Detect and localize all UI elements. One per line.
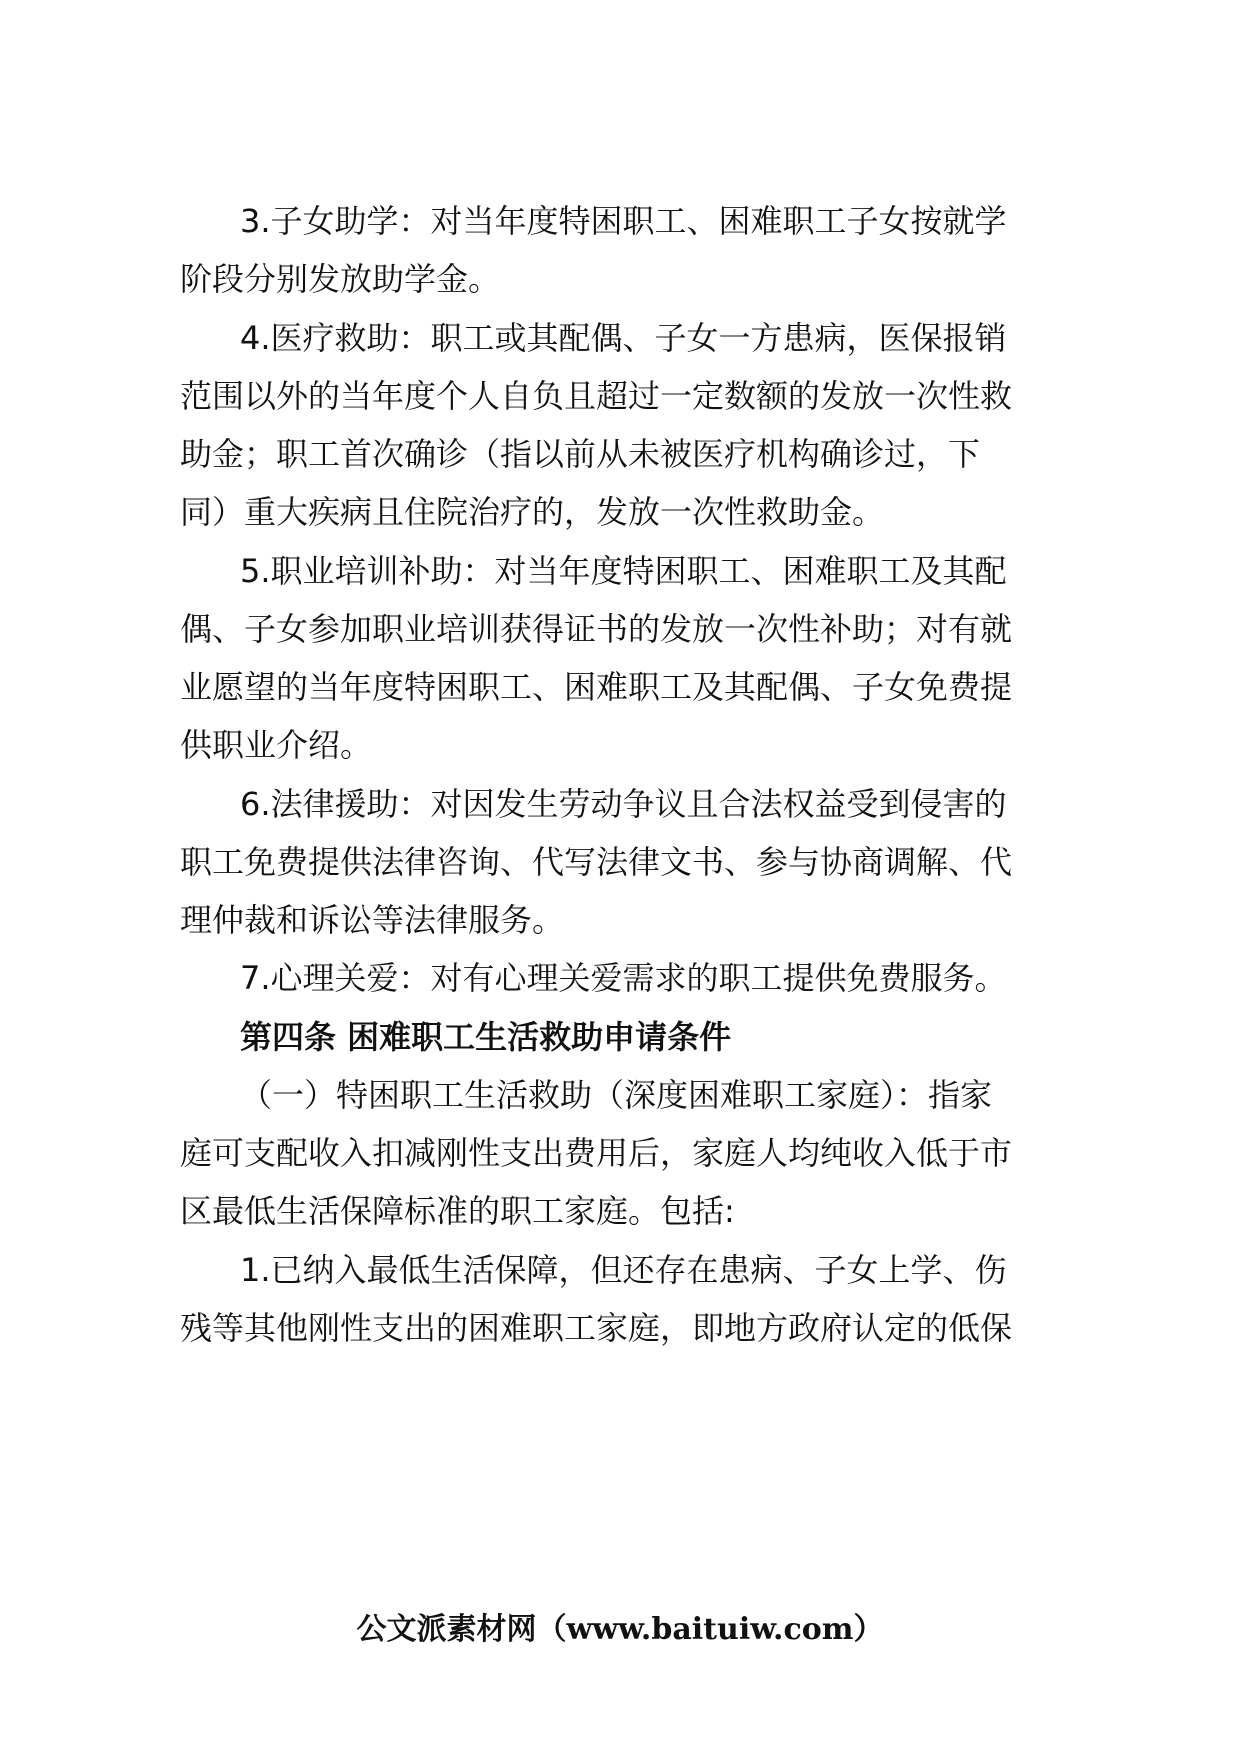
paragraph-line: （一）特困职工生活救助（深度困难职工家庭）：指家 bbox=[240, 1076, 993, 1114]
paragraph-line: 理仲裁和诉讼等法律服务。 bbox=[180, 901, 565, 939]
paragraph-line: 庭可支配收入扣减刚性支出费用后，家庭人均纯收入低于市 bbox=[180, 1134, 1013, 1172]
paragraph-line: 业愿望的当年度特困职工、困难职工及其配偶、子女免费提 bbox=[180, 668, 1013, 706]
paragraph-line: 同）重大疾病且住院治疗的，发放一次性救助金。 bbox=[180, 493, 885, 531]
paragraph-line: 职工免费提供法律咨询、代写法律文书、参与协商调解、代 bbox=[180, 843, 1013, 881]
paragraph-line: 3.子女助学：对当年度特困职工、困难职工子女按就学 bbox=[240, 202, 1007, 240]
paragraph-line: 7.心理关爱：对有心理关爱需求的职工提供免费服务。 bbox=[240, 959, 1007, 997]
paragraph-line: 1.已纳入最低生活保障，但还存在患病、子女上学、伤 bbox=[240, 1251, 1007, 1289]
paragraph-line: 阶段分别发放助学金。 bbox=[180, 260, 501, 298]
paragraph-line: 助金；职工首次确诊（指以前从未被医疗机构确诊过，下 bbox=[180, 435, 981, 473]
paragraph-line: 供职业介绍。 bbox=[180, 726, 373, 764]
paragraph-line: 4.医疗救助：职工或其配偶、子女一方患病，医保报销 bbox=[240, 319, 1007, 357]
paragraph-line: 范围以外的当年度个人自负且超过一定数额的发放一次性救 bbox=[180, 377, 1013, 415]
paragraph-line: 区最低生活保障标准的职工家庭。包括: bbox=[180, 1192, 735, 1230]
section-heading: 第四条 困难职工生活救助申请条件 bbox=[240, 1018, 732, 1056]
footer-watermark-text: 公文派素材网（www.baituiw.com） bbox=[356, 1612, 884, 1647]
paragraph-line: 5.职业培训补助：对当年度特困职工、困难职工及其配 bbox=[240, 552, 1007, 590]
paragraph-line: 偶、子女参加职业培训获得证书的发放一次性补助；对有就 bbox=[180, 610, 1013, 648]
paragraph-line: 6.法律援助：对因发生劳动争议且合法权益受到侵害的 bbox=[240, 785, 1007, 823]
paragraph-line: 残等其他刚性支出的困难职工家庭，即地方政府认定的低保 bbox=[180, 1309, 1013, 1347]
